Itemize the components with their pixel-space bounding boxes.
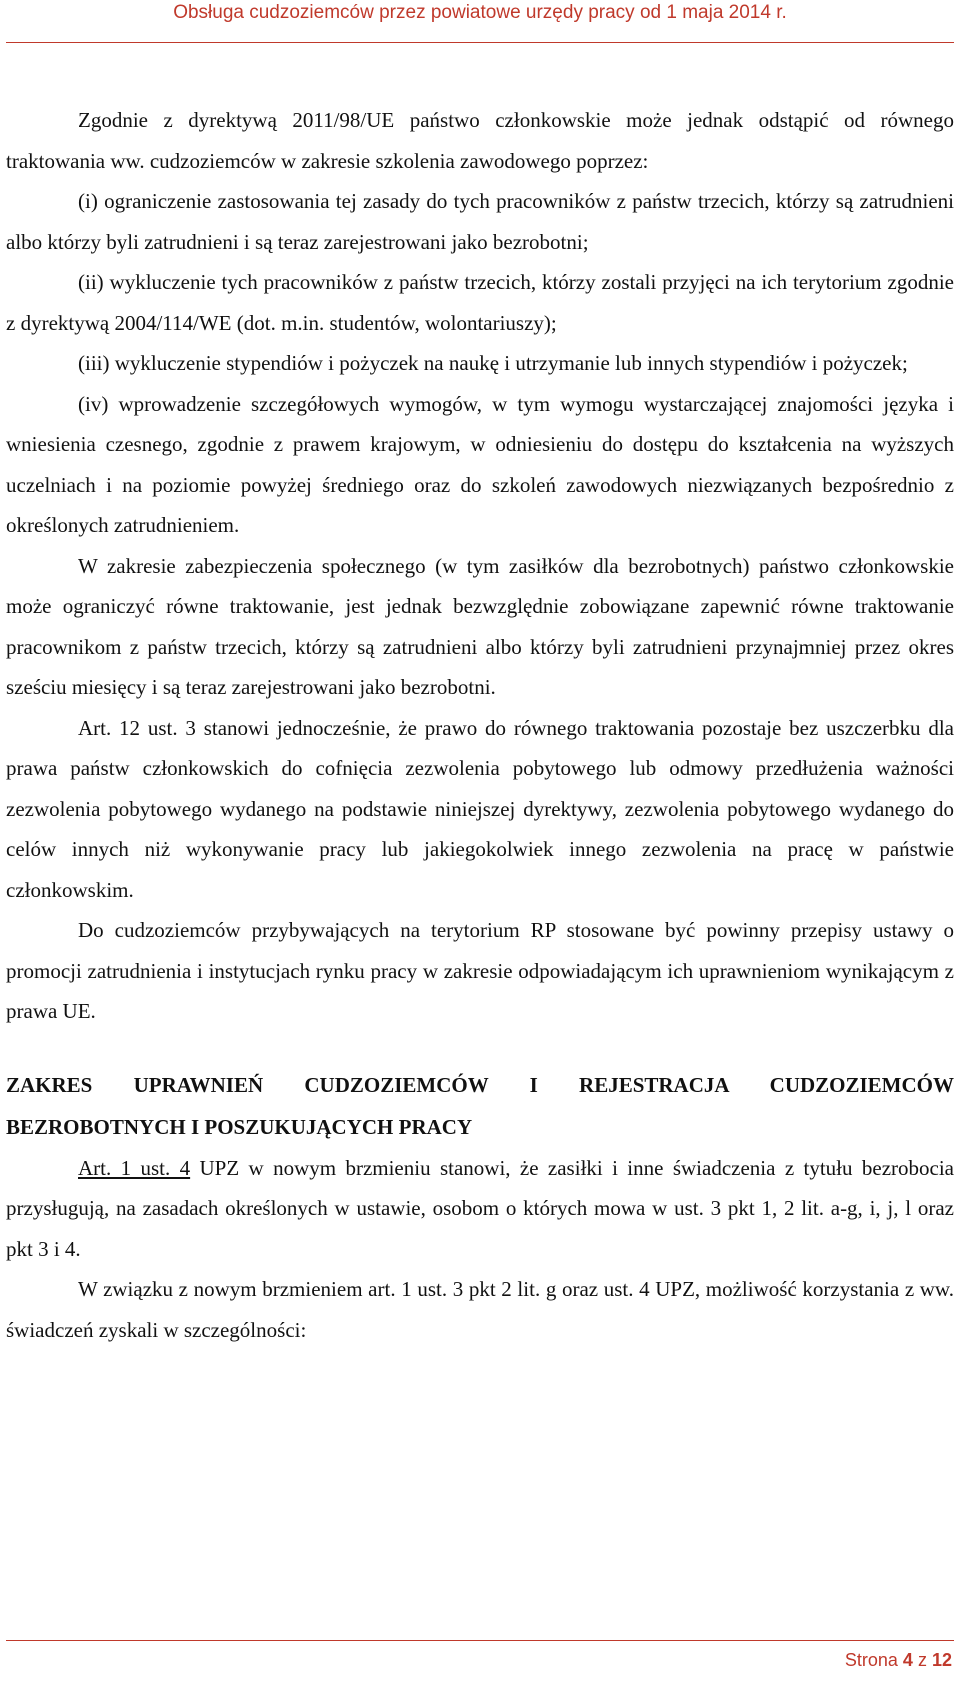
section-heading: ZAKRES UPRAWNIEŃ CUDZOZIEMCÓW I REJESTRACJA CUDZOZIEMCÓW BEZROBOTNYCH I POSZUKUJĄCYCH PRACY: [6, 1072, 954, 1139]
page-current: 4: [902, 1650, 913, 1670]
footer-divider: [6, 1640, 954, 1641]
paragraph-directive-intro: Zgodnie z dyrektywą 2011/98/UE państwo członkowskie może jednak odstąpić od równego traktowania ww. cudzoziemców w zakresie szkolenia zawodowego poprzez:: [6, 108, 954, 173]
page-number: [845, 1650, 952, 1671]
paragraph-social-security: W zakresie zabezpieczenia społecznego (w tym zasiłków dla bezrobotnych) państwo członkowskie może ograniczyć równe traktowanie, jest jednak bezwzględnie zobowiązane zapewnić równe traktowanie pracownikom z państw trzecich, którzy są zatrudnieni albo którzy byli zatrudnieni przynajmniej przez okres sześciu miesięcy i są teraz zarejestrowani jako bezrobotni.: [6, 553, 954, 699]
document-body: [6, 100, 954, 1350]
paragraph-upz-application: Do cudzoziemców przybywających na terytorium RP stosowane być powinny przepisy ustawy o promocji zatrudnienia i instytucjach rynku pracy w zakresie odpowiadającym ich uprawnieniom wynikającym z prawa UE.: [6, 918, 954, 1023]
paragraph-item-iii: (iii) wykluczenie stypendiów i pożyczek na naukę i utrzymanie lub innych stypendiów i pożyczek;: [78, 351, 908, 375]
page-total: 12: [931, 1650, 952, 1670]
article-reference-text: UPZ w nowym brzmieniu stanowi, że zasiłki i inne świadczenia z tytułu bezrobocia przysługują, na zasadach określonych w ustawie, osobom o których mowa w ust. 3 pkt 1, 2 lit. a-g, i, j, l oraz pkt 3 i 4.: [6, 1155, 954, 1261]
paragraph-benefits-intro: W związku z nowym brzmieniem art. 1 ust. 3 pkt 2 lit. g oraz ust. 4 UPZ, możliwość korzystania z ww. świadczeń zyskali w szczególności:: [6, 1277, 954, 1342]
paragraph-art-1-ust-4: [6, 1148, 954, 1270]
document-running-title: Obsługa cudzoziemców przez powiatowe urzędy pracy od 1 maja 2014 r.: [173, 2, 787, 23]
article-reference: Art. 1 ust. 4: [78, 1155, 191, 1180]
paragraph-art-12: Art. 12 ust. 3 stanowi jednocześnie, że prawo do równego traktowania pozostaje bez uszczerbku dla prawa państw członkowskich do cofnięcia zezwolenia pobytowego lub odmowy przedłużenia ważności zezwolenia pobytowego wydanego na podstawie niniejszej dyrektywy, zezwolenia pobytowego wydanego do celów innych niż wykonywanie pracy lub jakiegokolwiek innego zezwolenia na pracę w państwie członkowskim.: [6, 715, 954, 902]
page-label: Strona: [844, 1650, 898, 1670]
paragraph-item-iv: (iv) wprowadzenie szczegółowych wymogów, w tym wymogu wystarczającej znajomości języka i wniesienia czesnego, zgodnie z prawem krajowym, w odniesieniu do dostępu do kształcenia na wyższych uczelniach i na poziomie powyżej średniego oraz do szkoleń zawodowych niezwiązanych bezpośrednio z określonych zatrudnieniem.: [6, 391, 954, 537]
paragraph-item-i: (i) ograniczenie zastosowania tej zasady do tych pracowników z państw trzecich, którzy są zatrudnieni albo którzy byli zatrudnieni i są teraz zarejestrowani jako bezrobotni;: [6, 189, 954, 254]
page-header: [0, 0, 960, 44]
paragraph-item-ii: (ii) wykluczenie tych pracowników z państw trzecich, którzy zostali przyjęci na ich terytorium zgodnie z dyrektywą 2004/114/WE (dot. m.in. studentów, wolontariuszy);: [6, 270, 954, 335]
header-divider: [6, 42, 954, 43]
page-of: z: [917, 1650, 927, 1670]
